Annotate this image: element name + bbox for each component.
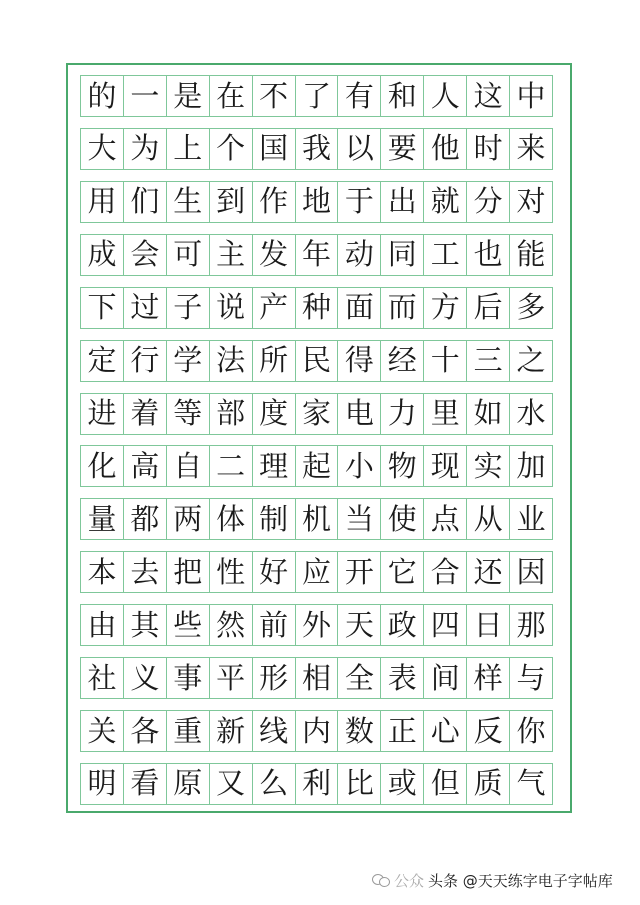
character-cell: 四 (423, 605, 466, 645)
character-cell: 都 (123, 499, 166, 539)
character-cell: 的 (87, 78, 117, 113)
character-cell: 但 (423, 764, 466, 804)
character-cell: 天 (337, 605, 380, 645)
character-cell: 因 (509, 552, 552, 592)
character-cell: 看 (123, 764, 166, 804)
grid-row (80, 551, 553, 593)
grid-row (80, 498, 553, 540)
character-cell: 为 (123, 129, 166, 169)
character-cell: 子 (166, 288, 209, 328)
character-cell: 多 (509, 288, 552, 328)
character-cell: 在 (209, 76, 252, 116)
character-cell: 实 (466, 446, 509, 486)
character-cell: 得 (337, 341, 380, 381)
character-cell: 要 (380, 129, 423, 169)
character-cell: 们 (123, 182, 166, 222)
character-cell: 然 (209, 605, 252, 645)
character-cell: 面 (337, 288, 380, 328)
character-cell: 产 (252, 288, 295, 328)
character-cell: 化 (87, 448, 117, 483)
character-cell: 就 (423, 182, 466, 222)
character-cell: 那 (509, 605, 552, 645)
character-cell: 还 (466, 552, 509, 592)
character-cell: 行 (123, 341, 166, 381)
watermark (372, 868, 613, 892)
character-cell: 由 (87, 607, 117, 642)
character-cell: 成 (87, 237, 117, 272)
character-cell: 原 (166, 764, 209, 804)
character-cell: 人 (423, 76, 466, 116)
character-cell: 些 (166, 605, 209, 645)
character-cell: 本 (87, 554, 117, 589)
copybook-sheet (66, 63, 572, 813)
character-cell: 制 (252, 499, 295, 539)
character-cell: 日 (466, 605, 509, 645)
character-cell: 发 (252, 235, 295, 275)
character-cell: 机 (295, 499, 338, 539)
character-cell: 高 (123, 446, 166, 486)
character-cell: 主 (209, 235, 252, 275)
character-cell: 应 (295, 552, 338, 592)
character-cell: 家 (295, 394, 338, 434)
character-cell: 之 (509, 341, 552, 381)
character-cell: 可 (166, 235, 209, 275)
character-cell: 同 (380, 235, 423, 275)
character-cell: 来 (509, 129, 552, 169)
character-cell: 利 (295, 764, 338, 804)
character-cell: 地 (295, 182, 338, 222)
character-cell: 学 (166, 341, 209, 381)
character-cell: 业 (509, 499, 552, 539)
character-cell: 所 (252, 341, 295, 381)
character-cell: 动 (337, 235, 380, 275)
character-cell: 反 (466, 711, 509, 751)
character-cell: 方 (423, 288, 466, 328)
character-cell: 现 (423, 446, 466, 486)
character-cell: 去 (123, 552, 166, 592)
character-cell: 量 (87, 501, 117, 536)
character-cell: 开 (337, 552, 380, 592)
character-cell: 有 (337, 76, 380, 116)
character-cell: 水 (509, 394, 552, 434)
character-cell: 分 (466, 182, 509, 222)
character-cell: 会 (123, 235, 166, 275)
character-cell: 质 (466, 764, 509, 804)
character-cell: 经 (380, 341, 423, 381)
character-cell: 性 (209, 552, 252, 592)
character-cell: 线 (252, 711, 295, 751)
character-cell: 从 (466, 499, 509, 539)
grid-row (80, 763, 553, 805)
character-cell: 体 (209, 499, 252, 539)
character-cell: 物 (380, 446, 423, 486)
character-cell: 么 (252, 764, 295, 804)
grid-row (80, 657, 553, 699)
wechat-bubble-icon (372, 873, 390, 887)
character-cell: 理 (252, 446, 295, 486)
character-cell: 工 (423, 235, 466, 275)
character-cell: 相 (295, 658, 338, 698)
character-cell: 和 (380, 76, 423, 116)
grid-row (80, 234, 553, 276)
grid-row (80, 340, 553, 382)
grid-row (80, 710, 553, 752)
character-cell: 加 (509, 446, 552, 486)
character-cell: 个 (209, 129, 252, 169)
character-cell: 义 (123, 658, 166, 698)
character-cell: 正 (380, 711, 423, 751)
character-cell: 三 (466, 341, 509, 381)
character-cell: 对 (509, 182, 552, 222)
watermark-faded-text: 公众 (394, 871, 425, 890)
character-cell: 出 (380, 182, 423, 222)
character-cell: 关 (87, 713, 117, 748)
character-cell: 平 (209, 658, 252, 698)
character-cell: 把 (166, 552, 209, 592)
character-cell: 后 (466, 288, 509, 328)
character-cell: 上 (166, 129, 209, 169)
character-cell: 社 (87, 660, 117, 695)
character-cell: 我 (295, 129, 338, 169)
watermark-text: 头条 @天天练字电子字帖库 (428, 871, 613, 890)
character-cell: 你 (509, 711, 552, 751)
character-cell: 样 (466, 658, 509, 698)
character-cell: 部 (209, 394, 252, 434)
character-grid (80, 75, 553, 805)
character-cell: 他 (423, 129, 466, 169)
character-cell: 年 (295, 235, 338, 275)
character-cell: 能 (509, 235, 552, 275)
grid-row (80, 287, 553, 329)
character-cell: 这 (466, 76, 509, 116)
character-cell: 比 (337, 764, 380, 804)
character-cell: 数 (337, 711, 380, 751)
character-cell: 进 (87, 396, 117, 431)
character-cell: 过 (123, 288, 166, 328)
character-cell: 力 (380, 394, 423, 434)
character-cell: 又 (209, 764, 252, 804)
character-cell: 事 (166, 658, 209, 698)
character-cell: 不 (252, 76, 295, 116)
character-cell: 度 (252, 394, 295, 434)
character-cell: 电 (337, 394, 380, 434)
character-cell: 定 (87, 343, 117, 378)
grid-row (80, 445, 553, 487)
character-cell: 用 (87, 184, 117, 219)
character-cell: 下 (87, 290, 117, 325)
character-cell: 以 (337, 129, 380, 169)
character-cell: 全 (337, 658, 380, 698)
character-cell: 与 (509, 658, 552, 698)
character-cell: 政 (380, 605, 423, 645)
character-cell: 明 (87, 766, 117, 801)
character-cell: 于 (337, 182, 380, 222)
character-cell: 到 (209, 182, 252, 222)
grid-row (80, 128, 553, 170)
character-cell: 形 (252, 658, 295, 698)
character-cell: 间 (423, 658, 466, 698)
character-cell: 起 (295, 446, 338, 486)
character-cell: 二 (209, 446, 252, 486)
character-cell: 法 (209, 341, 252, 381)
character-cell: 如 (466, 394, 509, 434)
character-cell: 自 (166, 446, 209, 486)
grid-row (80, 75, 553, 117)
character-cell: 合 (423, 552, 466, 592)
character-cell: 其 (123, 605, 166, 645)
character-cell: 说 (209, 288, 252, 328)
character-cell: 国 (252, 129, 295, 169)
character-cell: 也 (466, 235, 509, 275)
character-cell: 中 (509, 76, 552, 116)
character-cell: 前 (252, 605, 295, 645)
character-cell: 大 (87, 131, 117, 166)
character-cell: 点 (423, 499, 466, 539)
character-cell: 小 (337, 446, 380, 486)
character-cell: 当 (337, 499, 380, 539)
grid-row (80, 181, 553, 223)
character-cell: 一 (123, 76, 166, 116)
character-cell: 各 (123, 711, 166, 751)
character-cell: 或 (380, 764, 423, 804)
character-cell: 时 (466, 129, 509, 169)
character-cell: 好 (252, 552, 295, 592)
character-cell: 表 (380, 658, 423, 698)
character-cell: 种 (295, 288, 338, 328)
character-cell: 着 (123, 394, 166, 434)
character-cell: 重 (166, 711, 209, 751)
character-cell: 外 (295, 605, 338, 645)
character-cell: 它 (380, 552, 423, 592)
character-cell: 而 (380, 288, 423, 328)
character-cell: 作 (252, 182, 295, 222)
character-cell: 等 (166, 394, 209, 434)
character-cell: 气 (509, 764, 552, 804)
character-cell: 两 (166, 499, 209, 539)
grid-row (80, 393, 553, 435)
character-cell: 十 (423, 341, 466, 381)
grid-row (80, 604, 553, 646)
character-cell: 生 (166, 182, 209, 222)
character-cell: 是 (166, 76, 209, 116)
character-cell: 新 (209, 711, 252, 751)
character-cell: 内 (295, 711, 338, 751)
character-cell: 使 (380, 499, 423, 539)
character-cell: 心 (423, 711, 466, 751)
character-cell: 民 (295, 341, 338, 381)
character-cell: 了 (295, 76, 338, 116)
character-cell: 里 (423, 394, 466, 434)
